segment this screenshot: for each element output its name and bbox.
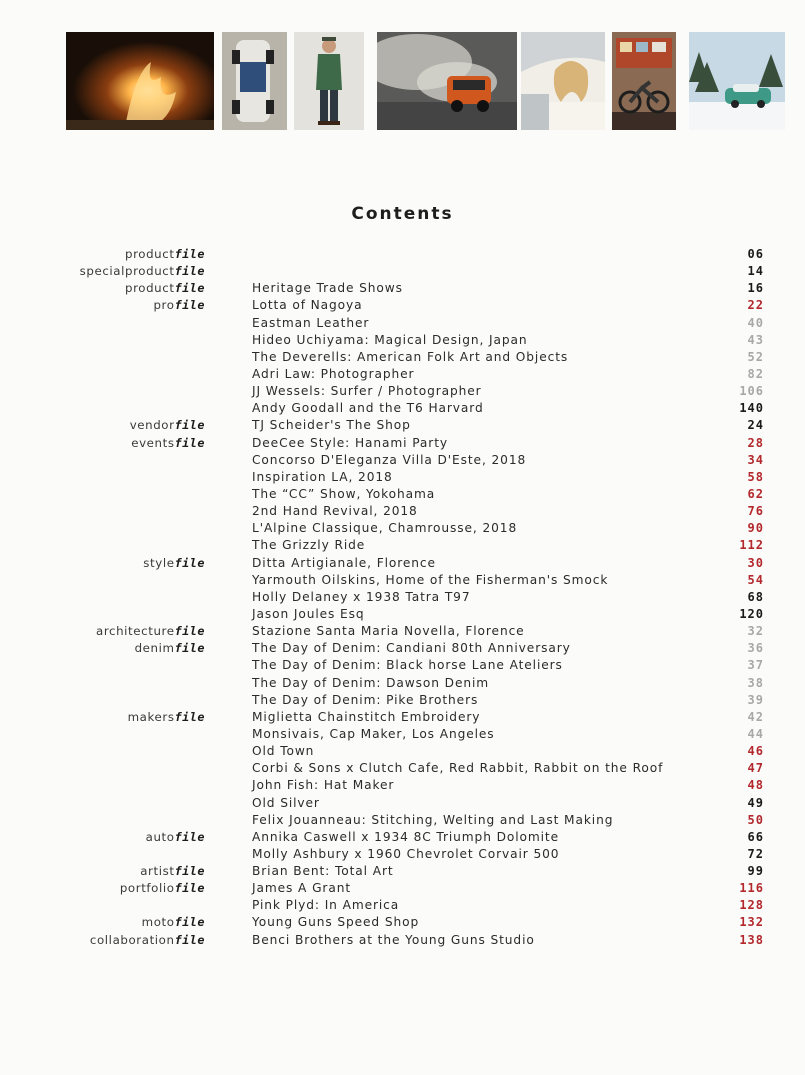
section-label-file: file: [174, 264, 205, 279]
contents-row: [0, 880, 805, 897]
page-number: 62: [747, 486, 764, 501]
section-label-file: file: [174, 624, 205, 639]
article-title: Old Silver: [252, 795, 320, 810]
campfire-photo: [66, 32, 214, 130]
contents-row: [0, 503, 805, 520]
article-title: Monsivais, Cap Maker, Los Angeles: [252, 726, 495, 741]
page-number: 40: [747, 315, 764, 330]
article-title: Molly Ashbury x 1960 Chevrolet Corvair 500: [252, 846, 560, 861]
page-number: 49: [747, 795, 764, 810]
section-label-prefix: artist: [140, 864, 175, 879]
page-number: 39: [747, 692, 764, 707]
article-title: Felix Jouanneau: Stitching, Welting and Last Making: [252, 812, 614, 827]
section-label-file: file: [174, 418, 205, 433]
contents-row: [0, 709, 805, 726]
page-number: 32: [747, 624, 764, 639]
contents-row: [0, 692, 805, 709]
contents-row: [0, 743, 805, 760]
contents-row: [0, 795, 805, 812]
section-label: [90, 932, 205, 949]
contents-row: [0, 297, 805, 314]
article-title: The Day of Denim: Pike Brothers: [252, 692, 479, 707]
page-number: 24: [747, 418, 764, 433]
article-title: TJ Scheider's The Shop: [252, 418, 411, 433]
section-label: [125, 280, 205, 297]
section-label-prefix: collaboration: [89, 932, 175, 947]
page-number: 37: [747, 658, 764, 673]
page-number: 72: [747, 846, 764, 861]
page-number: 52: [747, 349, 764, 364]
article-title: John Fish: Hat Maker: [252, 778, 395, 793]
page-number: 116: [739, 881, 764, 896]
page-number: 132: [739, 915, 764, 930]
page-number: 44: [747, 726, 764, 741]
article-title: Hideo Uchiyama: Magical Design, Japan: [252, 332, 528, 347]
page-number: 106: [739, 384, 764, 399]
contents-row: [0, 537, 805, 554]
article-title: The Day of Denim: Candiani 80th Anniversary: [252, 641, 571, 656]
page-number: 34: [747, 452, 764, 467]
page-number: 120: [739, 606, 764, 621]
article-title: James A Grant: [252, 881, 351, 896]
contents-row: [0, 452, 805, 469]
contents-row: [0, 777, 805, 794]
article-title: Andy Goodall and the T6 Harvard: [252, 401, 484, 416]
contents-row: [0, 280, 805, 297]
section-label-prefix: product: [125, 281, 175, 296]
section-label-prefix: auto: [145, 829, 175, 844]
section-label-prefix: makers: [127, 709, 175, 724]
page-number: 66: [747, 829, 764, 844]
contents-row: [0, 760, 805, 777]
contents-row: [0, 400, 805, 417]
page-number: 138: [739, 932, 764, 947]
article-title: Inspiration LA, 2018: [252, 469, 393, 484]
article-title: Pink Plyd: In America: [252, 898, 400, 913]
page-number: 48: [747, 778, 764, 793]
section-label: [135, 640, 205, 657]
section-label-prefix: denim: [134, 641, 175, 656]
article-title: Old Town: [252, 744, 315, 759]
contents-row: [0, 315, 805, 332]
page-number: 14: [747, 264, 764, 279]
contents-row: [0, 829, 805, 846]
article-title: Concorso D'Eleganza Villa D'Este, 2018: [252, 452, 527, 467]
page-number: 30: [747, 555, 764, 570]
article-title: The Grizzly Ride: [252, 538, 366, 553]
article-title: DeeCee Style: Hanami Party: [252, 435, 448, 450]
article-title: Annika Caswell x 1934 8C Triumph Dolomite: [252, 829, 560, 844]
section-label: [140, 863, 205, 880]
section-label-prefix: portfolio: [119, 881, 175, 896]
snowy-car-photo: [689, 32, 785, 130]
contents-row: [0, 572, 805, 589]
article-title: The Deverells: American Folk Art and Objects: [252, 349, 569, 364]
contents-row: [0, 606, 805, 623]
article-title: Ditta Artigianale, Florence: [252, 555, 436, 570]
contents-list: [0, 246, 805, 949]
section-label: [131, 435, 205, 452]
section-label: [128, 709, 205, 726]
article-title: Eastman Leather: [252, 315, 370, 330]
section-label: [80, 263, 205, 280]
article-title: Jason Joules Esq: [252, 606, 365, 621]
section-label-file: file: [174, 247, 205, 261]
section-label-file: file: [174, 915, 205, 930]
section-label: [125, 246, 205, 263]
article-title: L'Alpine Classique, Chamrousse, 2018: [252, 521, 518, 536]
section-label-file: file: [174, 709, 205, 724]
contents-row: [0, 469, 805, 486]
page-number: 38: [747, 675, 764, 690]
contents-row: [0, 675, 805, 692]
contents-row: [0, 846, 805, 863]
page-number: 36: [747, 641, 764, 656]
photo-strip: [0, 0, 805, 140]
section-label-prefix: events: [131, 435, 175, 450]
article-title: Stazione Santa Maria Novella, Florence: [252, 624, 525, 639]
contents-row: [0, 726, 805, 743]
page-number: 06: [747, 247, 764, 261]
contents-row: [0, 623, 805, 640]
contents-row: [0, 863, 805, 880]
page-number: 68: [747, 589, 764, 604]
article-title: Young Guns Speed Shop: [252, 915, 420, 930]
page-number: 76: [747, 504, 764, 519]
section-label-prefix: specialproduct: [79, 264, 175, 279]
section-label-prefix: moto: [141, 915, 175, 930]
section-label: [96, 623, 205, 640]
contents-row: [0, 383, 805, 400]
section-label-prefix: style: [143, 555, 175, 570]
contents-row: [0, 366, 805, 383]
page-title: Contents: [351, 204, 454, 224]
page-number: 43: [747, 332, 764, 347]
article-title: 2nd Hand Revival, 2018: [252, 504, 418, 519]
contents-row: [0, 246, 805, 263]
section-label-file: file: [174, 298, 205, 313]
section-label-file: file: [174, 641, 205, 656]
page-number: 90: [747, 521, 764, 536]
page-number: 58: [747, 469, 764, 484]
section-label-file: file: [174, 881, 205, 896]
section-label-file: file: [174, 281, 205, 296]
page-number: 46: [747, 744, 764, 759]
article-title: JJ Wessels: Surfer / Photographer: [252, 384, 482, 399]
article-title: Corbi & Sons x Clutch Cafe, Red Rabbit, Rabbit on the Roof: [252, 761, 664, 776]
man-in-green-jacket-photo: [294, 32, 364, 130]
section-label-file: file: [174, 864, 205, 879]
page-number: 140: [739, 401, 764, 416]
contents-row: [0, 417, 805, 434]
article-title: The Day of Denim: Black horse Lane Ateliers: [252, 658, 563, 673]
section-label-prefix: pro: [153, 298, 175, 313]
page-number: 42: [747, 709, 764, 724]
section-label: [153, 297, 205, 314]
page-number: 112: [739, 538, 764, 553]
contents-row: [0, 435, 805, 452]
section-label-file: file: [174, 555, 205, 570]
toy-car-photo: [222, 32, 287, 130]
page-number: 28: [747, 435, 764, 450]
section-label-prefix: architecture: [95, 624, 175, 639]
contents-row: [0, 263, 805, 280]
section-label-prefix: vendor: [129, 418, 175, 433]
rally-car-photo: [377, 32, 517, 130]
article-title: Miglietta Chainstitch Embroidery: [252, 709, 481, 724]
contents-row: [0, 555, 805, 572]
article-title: Brian Bent: Total Art: [252, 864, 394, 879]
article-title: Benci Brothers at the Young Guns Studio: [252, 932, 535, 947]
contents-row: [0, 932, 805, 949]
section-label: [142, 914, 205, 931]
page-number: 82: [747, 366, 764, 381]
page-number: 99: [747, 864, 764, 879]
article-title: Yarmouth Oilskins, Home of the Fisherman's Smock: [252, 572, 609, 587]
section-label: [130, 417, 205, 434]
contents-row: [0, 486, 805, 503]
motorcycle-workshop-photo: [612, 32, 676, 130]
section-label-file: file: [174, 435, 205, 450]
page-number: 22: [747, 298, 764, 313]
contents-row: [0, 332, 805, 349]
contents-row: [0, 640, 805, 657]
contents-row: [0, 914, 805, 931]
contents-row: [0, 812, 805, 829]
contents-row: [0, 897, 805, 914]
article-title: The Day of Denim: Dawson Denim: [252, 675, 490, 690]
article-title: Lotta of Nagoya: [252, 298, 363, 313]
section-label: [120, 880, 205, 897]
article-title: Heritage Trade Shows: [252, 281, 403, 296]
section-label: [146, 829, 205, 846]
section-label-file: file: [174, 932, 205, 947]
page-number: 54: [747, 572, 764, 587]
article-title: Adri Law: Photographer: [252, 366, 415, 381]
page-number: 47: [747, 761, 764, 776]
page-number: 128: [739, 898, 764, 913]
contents-row: [0, 349, 805, 366]
section-label-file: file: [174, 829, 205, 844]
contents-row: [0, 657, 805, 674]
page-number: 50: [747, 812, 764, 827]
section-label: [143, 555, 205, 572]
section-label-prefix: product: [125, 247, 175, 261]
contents-row: [0, 589, 805, 606]
article-title: The “CC” Show, Yokohama: [252, 486, 436, 501]
woman-in-car-photo: [521, 32, 605, 130]
contents-row: [0, 520, 805, 537]
article-title: Holly Delaney x 1938 Tatra T97: [252, 589, 471, 604]
page-number: 16: [747, 281, 764, 296]
